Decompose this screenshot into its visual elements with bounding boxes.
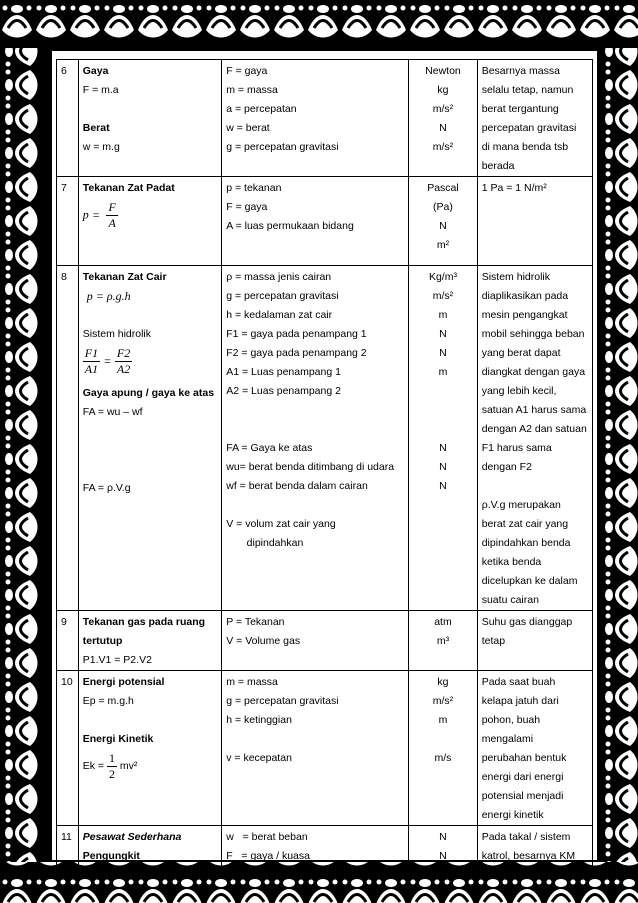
formula-text: Ep = m.g.h bbox=[82, 695, 134, 707]
symbol-line: ρ = massa jenis cairan bbox=[226, 271, 332, 283]
note-line: suatu cairan bbox=[481, 594, 539, 606]
unit-line: m/s² bbox=[432, 695, 454, 707]
unit-line: m bbox=[438, 366, 448, 378]
note-line: potensial menjadi bbox=[481, 790, 564, 802]
note-line: berat tergantung bbox=[481, 103, 559, 115]
symbol-line: F2 = gaya pada penampang 2 bbox=[226, 347, 367, 359]
note-line: ketika benda bbox=[481, 556, 542, 568]
note-line: dengan A2 dan satuan bbox=[481, 423, 587, 435]
note-line: satuan A1 harus sama bbox=[481, 404, 587, 416]
fraction-numerator: F bbox=[108, 200, 116, 214]
unit-line: m bbox=[438, 309, 448, 321]
note-line: mesin pengangkat bbox=[481, 309, 568, 321]
kinetic-energy-formula bbox=[83, 749, 218, 789]
formula-text: P1.V1 = P2.V2 bbox=[82, 654, 152, 666]
symbol-line: V = volum zat cair yang bbox=[226, 518, 336, 530]
hydraulic-formula: $\frac{F1}{A1}$ = $\frac{F2}{A2}$ bbox=[84, 346, 131, 376]
table-row bbox=[57, 266, 593, 611]
note-line: dicelupkan ke dalam bbox=[481, 575, 578, 587]
formula-cell bbox=[78, 826, 222, 868]
formula-title: Energi Kinetik bbox=[82, 733, 154, 745]
symbol-line: g = percepatan gravitasi bbox=[226, 141, 339, 153]
unit-line: kg bbox=[437, 676, 449, 688]
symbol-line: V = Volume gas bbox=[226, 635, 301, 647]
row-number: 8 bbox=[57, 266, 79, 611]
note-line: berada bbox=[481, 160, 515, 172]
formula-title: Berat bbox=[82, 122, 110, 134]
note-line: dipindahkan benda bbox=[481, 537, 571, 549]
unit-line: N bbox=[439, 461, 447, 473]
unit-line: N bbox=[439, 850, 447, 862]
pressure-formula: p = $\frac{F}{A}$ bbox=[82, 200, 116, 230]
row-number: 9 bbox=[57, 611, 79, 671]
symbol-line: w = berat bbox=[226, 122, 270, 134]
formula-subtitle: Pengungkit bbox=[82, 850, 140, 862]
note-line: 1 Pa = 1 N/m² bbox=[481, 182, 547, 194]
symbol-line: h = kedalaman zat cair bbox=[226, 309, 333, 321]
formula-title: Energi potensial bbox=[82, 676, 165, 688]
note-line: percepatan gravitasi bbox=[481, 122, 577, 134]
buoyancy-formula-2: FA = ρ.V.g bbox=[82, 482, 131, 494]
table-row bbox=[57, 177, 593, 266]
fraction-numerator: F1 bbox=[84, 346, 99, 360]
note-line: Pada saat buah bbox=[481, 676, 556, 688]
note-line: katrol, besarnya KM bbox=[481, 850, 576, 862]
symbol-line: a = percepatan bbox=[226, 103, 297, 115]
physics-formula-table bbox=[56, 59, 593, 868]
hydraulic-label: Sistem hidrolik bbox=[82, 328, 152, 340]
formula-title: Tekanan Zat Padat bbox=[82, 182, 175, 194]
unit-line: Kg/m³ bbox=[428, 271, 457, 283]
row-number: 7 bbox=[57, 177, 79, 266]
symbol-cell bbox=[222, 671, 409, 826]
note-line: Besarnya massa bbox=[481, 65, 560, 77]
unit-line: N bbox=[439, 328, 447, 340]
unit-line: Pascal bbox=[427, 182, 459, 194]
formula-title: tertutup bbox=[82, 635, 123, 647]
symbol-line: m = massa bbox=[226, 676, 278, 688]
formula-cell bbox=[78, 671, 222, 826]
symbol-line: w = berat beban bbox=[226, 831, 308, 843]
fraction-denominator: 2 bbox=[108, 767, 115, 781]
formula-text: w = m.g bbox=[82, 141, 120, 153]
row-number: 10 bbox=[57, 671, 79, 826]
unit-line: N bbox=[439, 220, 447, 232]
note-line: energi dari energi bbox=[481, 771, 564, 783]
buoyancy-formula: FA = wu – wf bbox=[82, 406, 143, 418]
unit-cell bbox=[409, 826, 477, 868]
unit-line: N bbox=[439, 831, 447, 843]
symbol-cell bbox=[222, 266, 409, 611]
note-line: perubahan bentuk bbox=[481, 752, 567, 764]
symbol-line: h = ketinggian bbox=[226, 714, 292, 726]
fraction-denominator: A1 bbox=[84, 362, 99, 376]
unit-line: atm bbox=[434, 616, 452, 628]
formula-title: Pesawat Sederhana bbox=[82, 831, 182, 843]
symbol-line: wf = berat benda dalam cairan bbox=[226, 480, 368, 492]
symbol-line: FA = Gaya ke atas bbox=[226, 442, 313, 454]
fluid-pressure-formula: p = ρ.g.h bbox=[86, 289, 131, 303]
note-line: pohon, buah bbox=[481, 714, 541, 726]
note-line: tetap bbox=[481, 635, 506, 647]
symbol-cell bbox=[222, 826, 409, 868]
unit-line: N bbox=[439, 442, 447, 454]
note-line: Sistem hidrolik bbox=[481, 271, 550, 283]
symbol-line: A2 = Luas penampang 2 bbox=[226, 385, 341, 397]
unit-line: Newton bbox=[425, 65, 461, 77]
note-cell bbox=[477, 611, 592, 671]
note-cell bbox=[477, 60, 592, 177]
unit-line: m² bbox=[436, 239, 450, 251]
symbol-line: F = gaya / kuasa bbox=[226, 850, 310, 862]
table-row bbox=[57, 60, 593, 177]
unit-line: m/s bbox=[434, 752, 452, 764]
symbol-line: dipindahkan bbox=[226, 537, 304, 549]
fraction bbox=[83, 346, 100, 377]
note-line: energi kinetik bbox=[481, 809, 544, 821]
unit-line: N bbox=[439, 122, 447, 134]
note-line: mengalami bbox=[481, 733, 534, 745]
formula-cell bbox=[78, 177, 222, 266]
note-line: Suhu gas dianggap bbox=[481, 616, 573, 628]
symbol-line: m = massa bbox=[226, 84, 278, 96]
note-line: berat zat cair yang bbox=[481, 518, 569, 530]
formula-cell bbox=[78, 611, 222, 671]
table-row bbox=[57, 671, 593, 826]
symbol-line: wu= berat benda ditimbang di udara bbox=[226, 461, 395, 473]
symbol-line: A = luas permukaan bidang bbox=[226, 220, 354, 232]
buoyancy-title: Gaya apung / gaya ke atas bbox=[82, 387, 215, 399]
note-cell bbox=[477, 177, 592, 266]
note-line: diangkat dengan gaya bbox=[481, 366, 586, 378]
unit-line: kg bbox=[437, 84, 449, 96]
formula-title: Tekanan gas pada ruang bbox=[82, 616, 206, 628]
document-page bbox=[52, 51, 597, 860]
formula-suffix: mv² bbox=[119, 760, 138, 772]
table-row bbox=[57, 611, 593, 671]
symbol-cell bbox=[222, 60, 409, 177]
formula-cell bbox=[78, 266, 222, 611]
fraction bbox=[115, 346, 132, 377]
unit-cell bbox=[409, 671, 477, 826]
unit-line: (Pa) bbox=[433, 201, 453, 213]
formula-lhs: p bbox=[82, 207, 89, 222]
symbol-line: g = percepatan gravitasi bbox=[226, 290, 339, 302]
symbol-line: v = kecepatan bbox=[226, 752, 292, 764]
unit-cell bbox=[409, 266, 477, 611]
fraction bbox=[106, 200, 117, 231]
note-line: mobil sehingga beban bbox=[481, 328, 585, 340]
note-line: ρ.V.g merupakan bbox=[481, 499, 561, 511]
formula-cell bbox=[78, 60, 222, 177]
symbol-line: F1 = gaya pada penampang 1 bbox=[226, 328, 367, 340]
row-number: 6 bbox=[57, 60, 79, 177]
note-line: di mana benda tsb bbox=[481, 141, 569, 153]
note-cell bbox=[477, 671, 592, 826]
note-line: yang lebih kecil, bbox=[481, 385, 557, 397]
unit-cell bbox=[409, 611, 477, 671]
fraction-numerator: 1 bbox=[108, 751, 115, 765]
formula-title: Tekanan Zat Cair bbox=[82, 271, 167, 283]
symbol-line: g = percepatan gravitasi bbox=[226, 695, 339, 707]
note-line: kelapa jatuh dari bbox=[481, 695, 559, 707]
fraction-denominator: A2 bbox=[116, 362, 131, 376]
unit-line: m/s² bbox=[432, 141, 454, 153]
row-number: 11 bbox=[57, 826, 79, 868]
table-row bbox=[57, 826, 593, 868]
fraction-numerator: F2 bbox=[116, 346, 131, 360]
note-line: selalu tetap, namun bbox=[481, 84, 574, 96]
formula-title: Gaya bbox=[82, 65, 109, 77]
fraction bbox=[107, 751, 117, 782]
unit-line: m/s² bbox=[432, 290, 454, 302]
unit-line: m bbox=[438, 714, 448, 726]
note-line: yang berat dapat bbox=[481, 347, 561, 359]
formula-prefix: Ek = bbox=[82, 760, 105, 772]
note-line: Pada takal / sistem bbox=[481, 831, 571, 843]
unit-line: m³ bbox=[436, 635, 450, 647]
note-cell bbox=[477, 266, 592, 611]
note-line: dengan F2 bbox=[481, 461, 532, 473]
symbol-line: P = Tekanan bbox=[226, 616, 285, 628]
formula-text: F = m.a bbox=[82, 84, 119, 96]
unit-cell bbox=[409, 60, 477, 177]
symbol-line: F = gaya bbox=[226, 201, 268, 213]
note-line: F1 harus sama bbox=[481, 442, 552, 454]
unit-cell bbox=[409, 177, 477, 266]
note-cell bbox=[477, 826, 592, 868]
unit-line: m/s² bbox=[432, 103, 454, 115]
symbol-line: A1 = Luas penampang 1 bbox=[226, 366, 341, 378]
symbol-cell bbox=[222, 611, 409, 671]
unit-line: N bbox=[439, 480, 447, 492]
fraction-denominator: A bbox=[108, 216, 116, 230]
note-line: diaplikasikan pada bbox=[481, 290, 569, 302]
symbol-cell bbox=[222, 177, 409, 266]
unit-line: N bbox=[439, 347, 447, 359]
symbol-line: F = gaya bbox=[226, 65, 268, 77]
symbol-line: p = tekanan bbox=[226, 182, 282, 194]
